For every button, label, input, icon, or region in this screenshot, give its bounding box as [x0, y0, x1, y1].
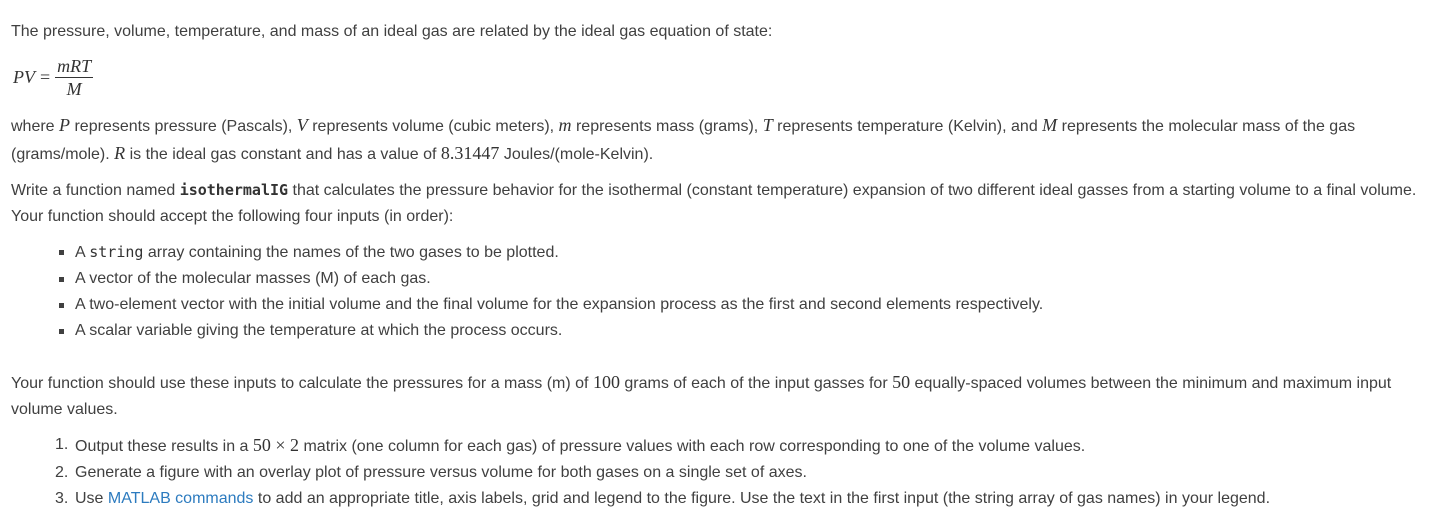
list-item	[75, 239, 1431, 266]
text: A scalar variable giving the temperature at which the process occurs.	[75, 322, 563, 339]
text: that calculates the pressure behavior for the isothermal (constant temperature) expansion of two different ideal gasses from a starting volume to a final volume. Your function should accept the following four inputs (in order):	[11, 182, 1417, 225]
equation-lhs: PV	[13, 67, 35, 87]
item-number: 2.	[55, 464, 69, 481]
text: represents mass (grams),	[571, 118, 763, 135]
intro-paragraph: The pressure, volume, temperature, and mass of an ideal gas are related by the ideal gas equation of state:	[11, 23, 773, 40]
var-r: R	[114, 143, 126, 163]
text: Use	[75, 490, 108, 507]
variables-paragraph	[11, 112, 1431, 168]
string-type: string	[89, 243, 144, 261]
matrix-size: 50 × 2	[252, 435, 300, 455]
equation-equals: =	[40, 67, 51, 87]
inputs-list	[11, 239, 1431, 344]
text: A	[75, 244, 90, 261]
text: to add an appropriate title, axis labels, grid and legend to the figure. Use the text in the first input (the string array of gas names) in your legend.	[253, 490, 1271, 507]
text: Output these results in a	[75, 438, 253, 455]
text: Write a function named	[11, 182, 180, 199]
text: where	[11, 118, 60, 135]
list-item	[75, 292, 1431, 318]
equation-denominator: M	[66, 78, 82, 99]
var-molar-mass: M	[1042, 115, 1058, 135]
text: equally-spaced volumes between the minimum and maximum input volume values.	[11, 375, 1392, 418]
tasks-list	[11, 432, 1431, 512]
var-v: V	[296, 115, 308, 135]
volume-count: 50	[892, 372, 911, 392]
text: array containing the names of the two gases to be plotted.	[143, 244, 559, 261]
text: Your function should use these inputs to calculate the pressures for a mass (m) of	[11, 375, 593, 392]
item-number: 1.	[55, 436, 69, 453]
function-name: isothermalIG	[179, 181, 289, 199]
calculation-paragraph	[11, 369, 1431, 423]
list-item	[75, 266, 1431, 292]
text: represents volume (cubic meters),	[307, 118, 559, 135]
text: A two-element vector with the initial volume and the final volume for the expansion process as the first and second elements respectively.	[75, 296, 1044, 313]
var-p: P	[59, 115, 71, 135]
problem-statement	[11, 19, 1431, 512]
equation-numerator: mRT	[57, 55, 92, 76]
function-description	[11, 177, 1431, 230]
matlab-commands-link[interactable]: MATLAB commands	[107, 490, 254, 507]
text: represents temperature (Kelvin), and	[772, 118, 1043, 135]
text: is the ideal gas constant and has a value of	[125, 146, 441, 163]
item-number: 3.	[55, 490, 69, 507]
list-item	[55, 460, 1431, 486]
text: Joules/(mole-Kelvin).	[499, 146, 654, 163]
text: represents pressure (Pascals),	[70, 118, 297, 135]
list-item	[55, 486, 1431, 512]
ideal-gas-equation	[13, 53, 1431, 101]
text: matrix (one column for each gas) of pressure values with each row corresponding to one of the volume values.	[299, 438, 1086, 455]
gas-constant-value: 8.31447	[440, 143, 500, 163]
text: represents the molecular mass of the gas (grams/mole).	[11, 118, 1356, 163]
mass-value: 100	[592, 372, 620, 392]
text: A vector of the molecular masses (M) of each gas.	[75, 270, 431, 287]
var-m: m	[558, 115, 572, 135]
var-t: T	[762, 115, 773, 135]
list-item	[75, 318, 1431, 344]
text: Generate a figure with an overlay plot of pressure versus volume for both gases on a single set of axes.	[75, 464, 807, 481]
equation-fraction	[55, 56, 93, 99]
text: grams of each of the input gasses for	[619, 375, 893, 392]
list-item	[55, 432, 1431, 460]
